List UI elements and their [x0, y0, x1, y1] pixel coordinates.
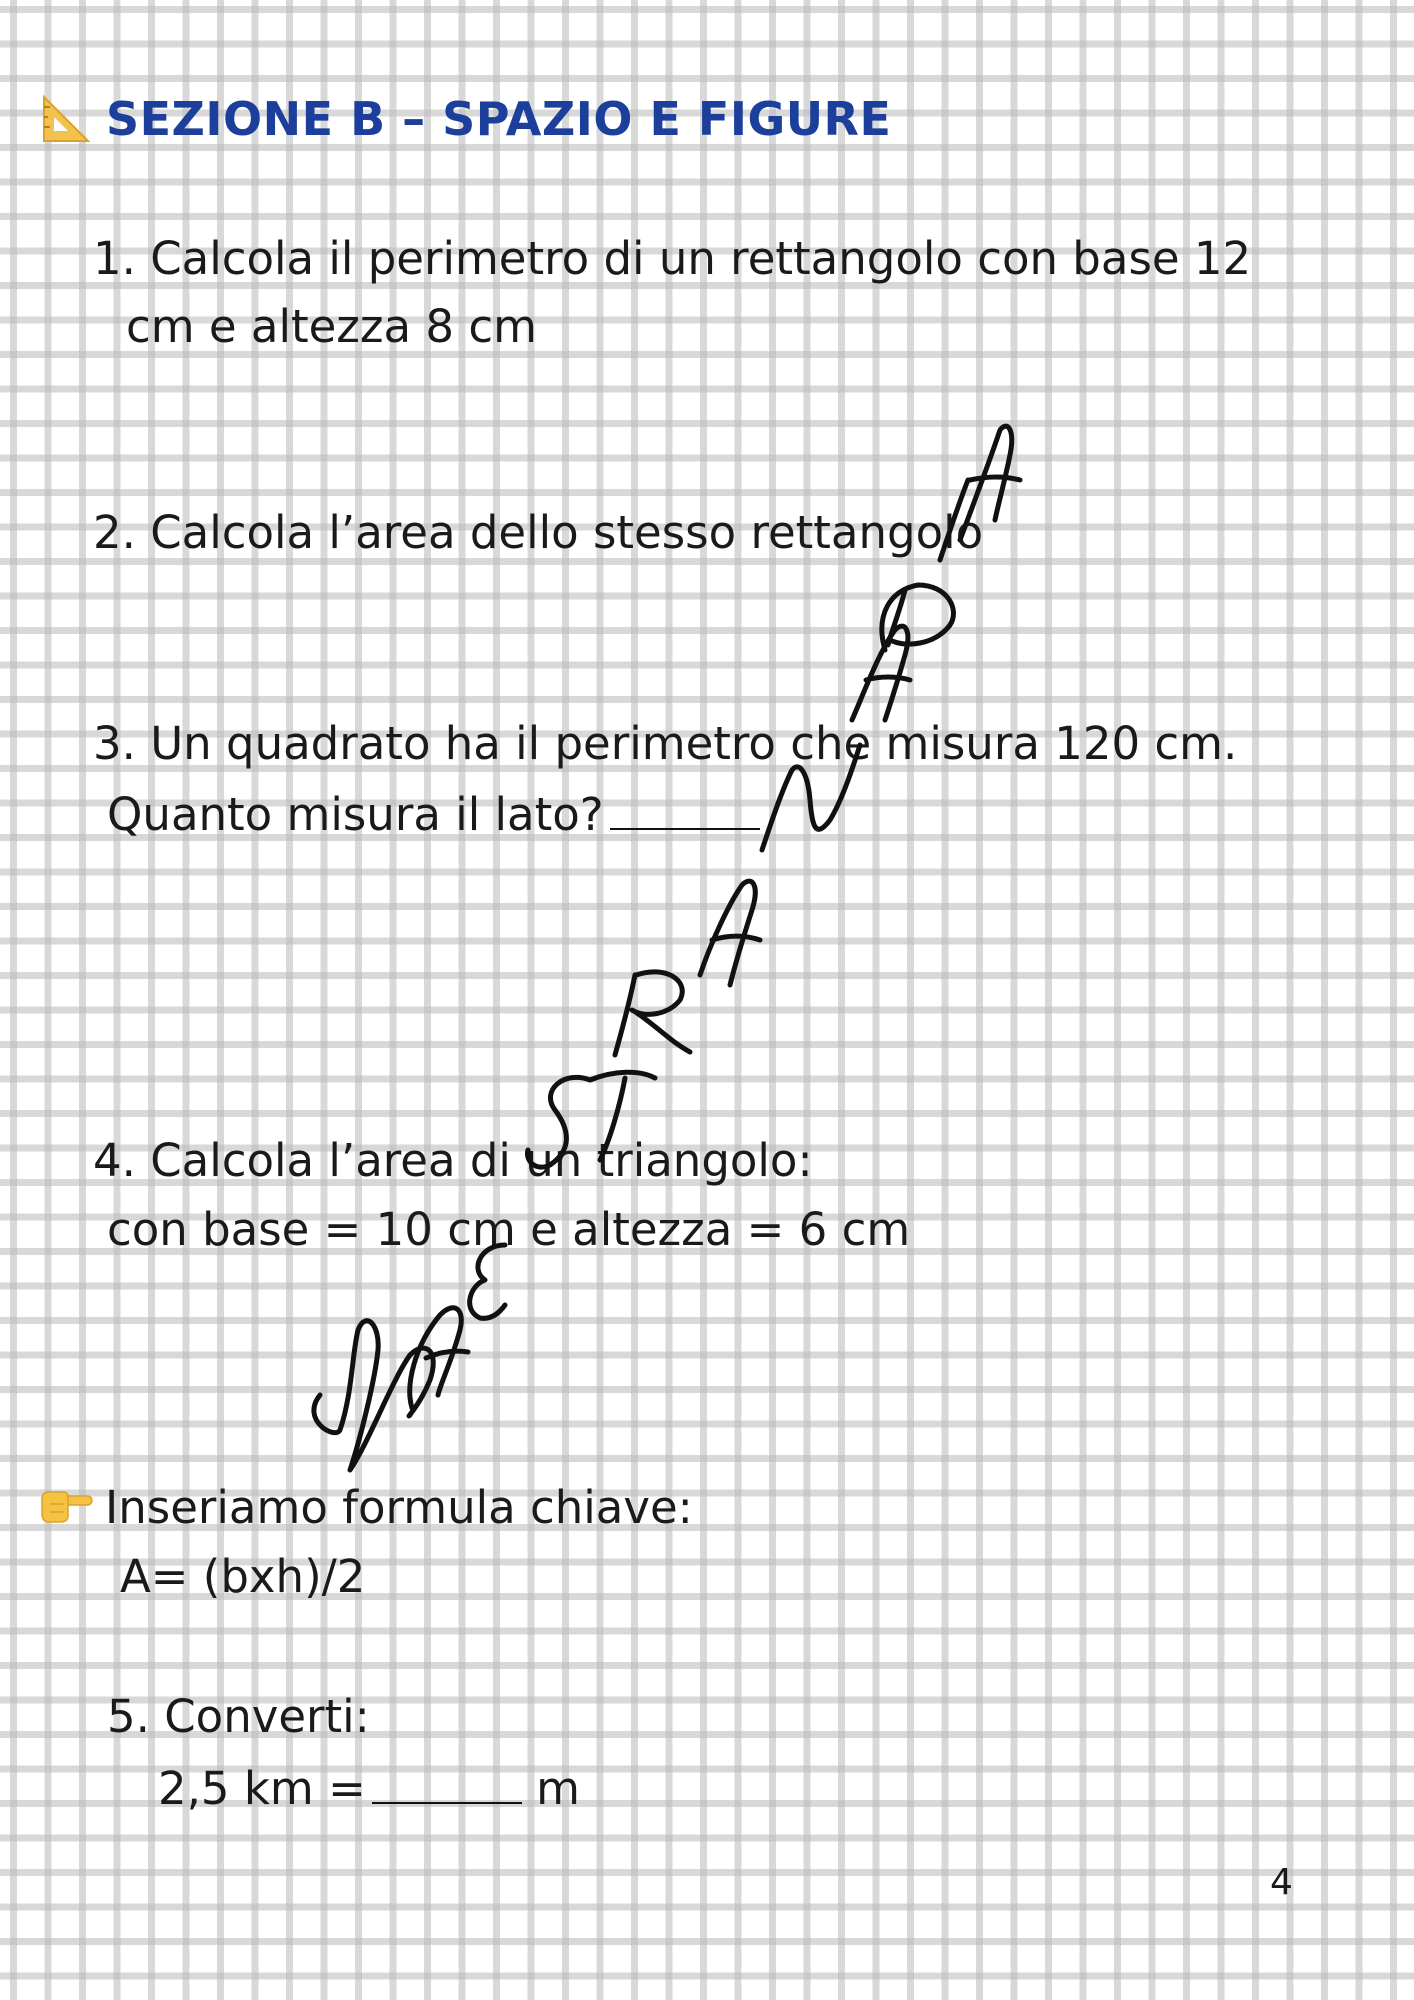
answer-blank-q5[interactable] — [372, 1764, 522, 1804]
conversion-unit: m — [536, 1762, 580, 1815]
formula-text: A= (bxh)/2 — [120, 1550, 366, 1603]
question-4-line-1: 4. Calcola l’area di un triangolo: — [93, 1134, 813, 1187]
conversion-prefix: 2,5 km = — [158, 1762, 366, 1815]
question-3-line-1: 3. Un quadrato ha il perimetro che misura 120 cm. — [93, 717, 1238, 770]
question-5-line-1: 5. Converti: — [107, 1690, 370, 1743]
question-1-line-1: 1. Calcola il perimetro di un rettangolo con base 12 — [93, 232, 1252, 285]
pointing-hand-icon — [38, 1482, 94, 1524]
section-heading — [40, 92, 891, 146]
question-2-line-1: 2. Calcola l’area dello stesso rettangolo — [93, 506, 984, 559]
question-3-text: Quanto misura il lato? — [107, 788, 604, 841]
section-title: SEZIONE B – SPAZIO E FIGURE — [106, 92, 892, 146]
answer-blank-q3[interactable] — [610, 790, 760, 830]
question-5-line-2 — [158, 1762, 580, 1815]
question-4-line-2: con base = 10 cm e altezza = 6 cm — [107, 1203, 911, 1256]
page-number: 4 — [1270, 1862, 1293, 1903]
tip-text: Inseriamo formula chiave: — [105, 1481, 693, 1534]
question-1-line-2: cm e altezza 8 cm — [126, 300, 537, 353]
question-3-line-2 — [107, 788, 760, 841]
triangle-ruler-icon — [40, 93, 92, 145]
